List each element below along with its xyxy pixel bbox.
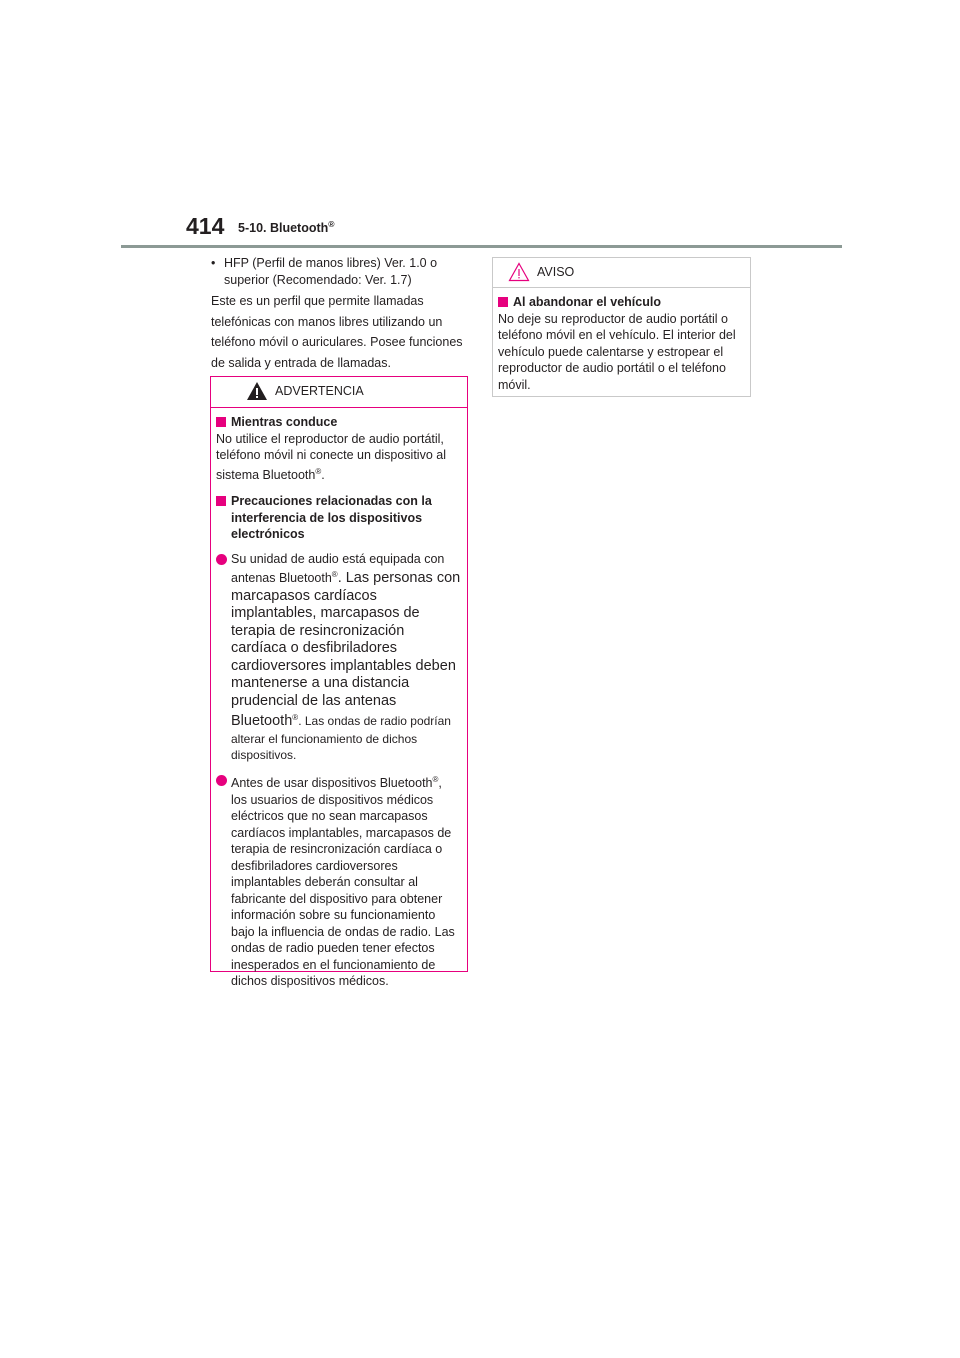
hfp-bullet: HFP (Perfil de manos libres) Ver. 1.0 o superior (Recomendado: Ver. 1.7)	[224, 256, 438, 287]
notice-text: No deje su reproductor de audio portátil o teléfono móvil en el vehículo. El interior del vehículo puede calentarse y estropear el reproductor de audio portátil o el teléfono móvil.	[498, 311, 736, 392]
header-rule	[121, 245, 842, 248]
warning-text: No utilice el reproductor de audio portátil, teléfono móvil ni conecte un dispositivo al sistema Bluetooth®.	[216, 431, 446, 482]
list-item: Su unidad de audio está equipada con antenas Bluetooth®. Las personas con marcapasos cardíacos implantables, marcapasos de terapia de resincronización cardíaca o desfibriladores cardioversores implantables deben mantenerse a una distancia prudencial de las antenas Bluetooth®. Las ondas de radio podrían alterar el funcionamiento de dichos dispositivos.	[216, 551, 461, 764]
intro-paragraph: Este es un perfil que permite llamadas telefónicas con manos libres utilizando un teléfono móvil o auriculares. Posee funciones de salida y entrada de llamadas.	[211, 294, 463, 370]
warning-heading: Precauciones relacionadas con la interferencia de los dispositivos electrónicos	[216, 493, 461, 543]
caution-triangle-icon	[508, 262, 530, 282]
notice-title: AVISO	[537, 265, 575, 279]
list-item: Antes de usar dispositivos Bluetooth®, los usuarios de dispositivos médicos eléctricos que no sean marcapasos cardíacos implantables, marcapasos de terapia de resincronización cardíaca o desfibriladores cardioversores implantables deberán consultar al fabricante del dispositivo para obtener información sobre su funcionamiento bajo la influencia de ondas de radio. Las ondas de radio pueden tener efectos inesperados en el funcionamiento de dichos dispositivos médicos.	[216, 772, 461, 990]
warning-title: ADVERTENCIA	[275, 384, 364, 398]
section-title: 5-10. Bluetooth®	[238, 219, 335, 236]
notice-heading: Al abandonar el vehículo	[498, 294, 744, 311]
warning-header	[211, 377, 467, 408]
notice-box	[492, 257, 751, 397]
notice-header	[493, 258, 750, 288]
warning-box	[210, 376, 468, 989]
warning-heading: Mientras conduce	[216, 414, 461, 431]
list-item: • HFP (Perfil de manos libres) Ver. 1.0 o superior (Recomendado: Ver. 1.7)	[211, 255, 469, 289]
intro-text	[211, 255, 469, 373]
page-number: 414	[186, 213, 225, 239]
warning-triangle-icon	[246, 381, 268, 401]
